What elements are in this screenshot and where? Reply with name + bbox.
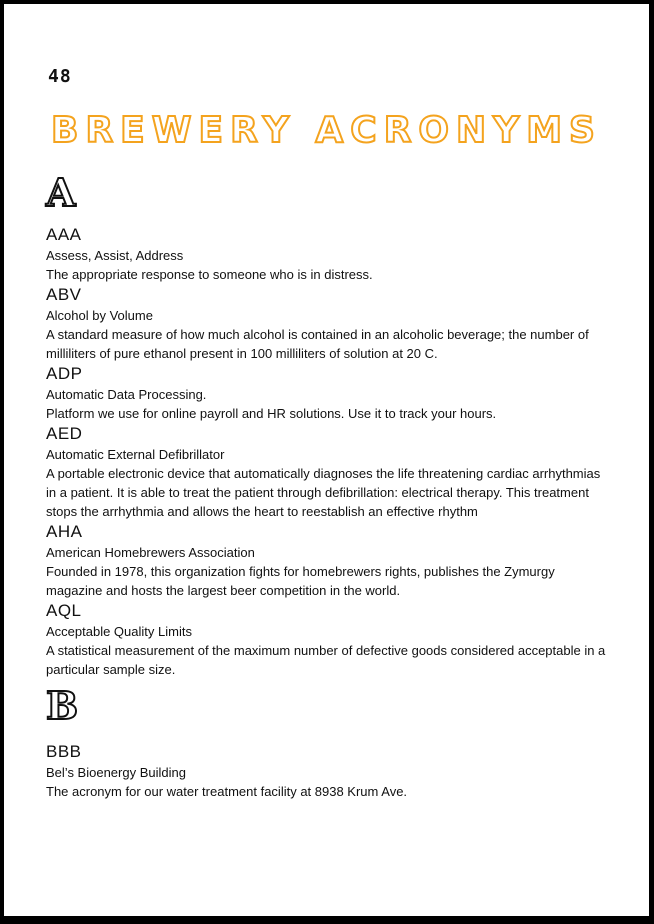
glossary-entry	[46, 284, 606, 363]
glossary-entry	[46, 741, 606, 801]
acronym: AQL	[46, 601, 82, 620]
glossary-entry	[46, 423, 606, 521]
acronym: AAA	[46, 225, 82, 244]
page-title: BREWERY ACRONYMS	[51, 110, 602, 151]
acronym-expansion: Automatic External Defibrillator	[46, 447, 225, 462]
glossary-entry	[46, 521, 606, 600]
acronym-description: The appropriate response to someone who is in distress.	[46, 267, 373, 282]
acronym: ADP	[46, 364, 83, 383]
acronym-description: The acronym for our water treatment facility at 8938 Krum Ave.	[46, 784, 408, 799]
acronym-description: Founded in 1978, this organization fights for homebrewers rights, publishes the Zymurgy magazine and hosts the largest beer competition in the world.	[46, 564, 555, 598]
acronym-description: A standard measure of how much alcohol is contained in an alcoholic beverage; the number of milliliters of pure ethanol present in 100 milliliters of solution at 20 C.	[46, 327, 589, 361]
acronym: AHA	[46, 522, 83, 541]
acronym-expansion: Alcohol by Volume	[46, 308, 153, 323]
acronym: ABV	[46, 285, 82, 304]
glossary-entry	[46, 363, 606, 423]
page-number: 48	[48, 66, 72, 87]
acronym-description: A statistical measurement of the maximum number of defective goods considered acceptable in a particular sample size.	[46, 643, 606, 677]
acronym-expansion: Automatic Data Processing.	[46, 387, 207, 402]
acronym: BBB	[46, 742, 82, 761]
glossary-entry	[46, 224, 606, 284]
section-letter-b: B	[46, 683, 79, 728]
glossary-entry	[46, 600, 606, 679]
acronym-expansion: American Homebrewers Association	[46, 545, 255, 560]
acronym-description: A portable electronic device that automatically diagnoses the life threatening cardiac arrhythmias in a patient. It is able to treat the patient through defibrillation: electrical therapy. This treatment stops the arrhythmia and allows the heart to reestablish an effective rhythm	[46, 466, 601, 519]
acronym-expansion: Acceptable Quality Limits	[46, 624, 192, 639]
acronym-description: Platform we use for online payroll and HR solutions. Use it to track your hours.	[46, 406, 497, 421]
acronym-expansion: Assess, Assist, Address	[46, 248, 184, 263]
document-page	[4, 4, 649, 916]
acronym: AED	[46, 424, 83, 443]
section-letter-a: A	[46, 170, 76, 215]
glossary	[46, 170, 606, 801]
acronym-expansion: Bel’s Bioenergy Building	[46, 765, 186, 780]
